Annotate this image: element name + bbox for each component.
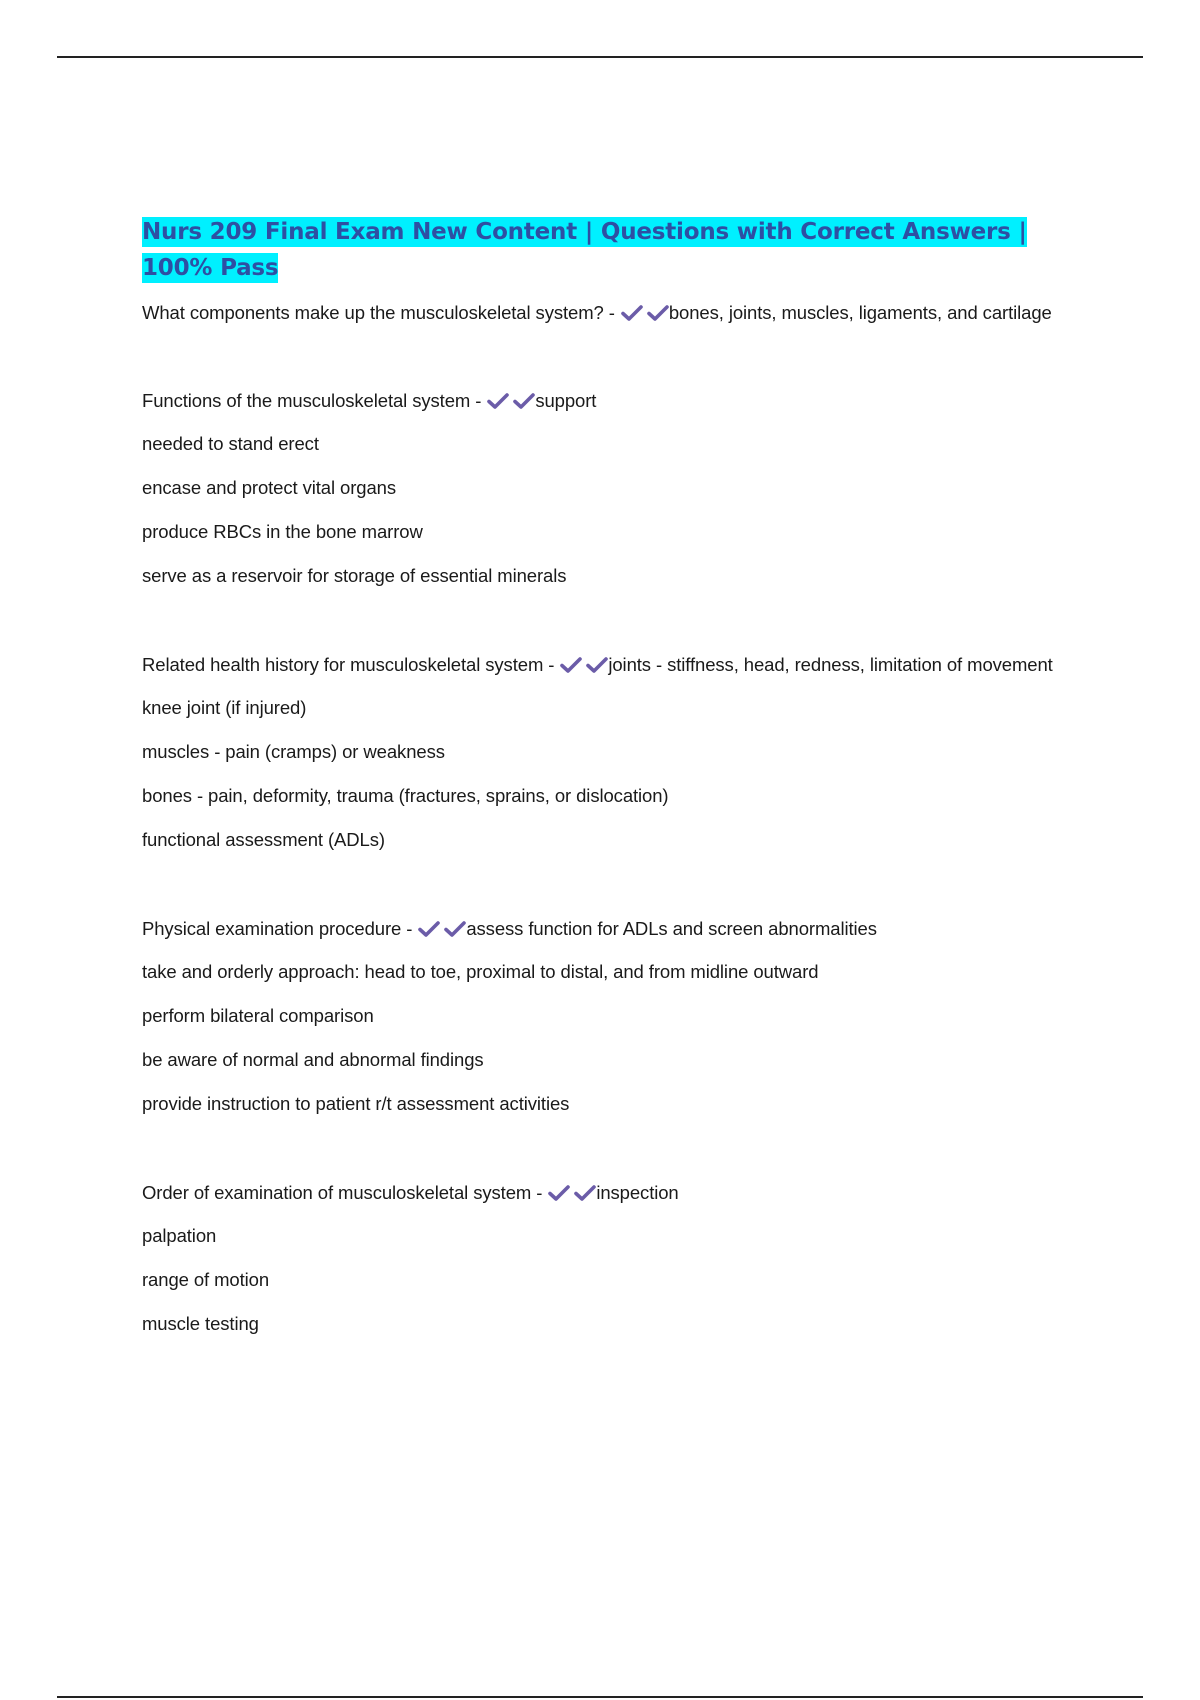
question-text: Order of examination of musculoskeletal system - <box>142 1182 543 1203</box>
section-spacer <box>142 1133 1062 1178</box>
document-body <box>142 214 1062 1353</box>
check-icon <box>513 392 535 410</box>
top-rule <box>57 56 1143 58</box>
answer-line: range of motion <box>142 1269 270 1290</box>
answer-line: serve as a reservoir for storage of essential minerals <box>142 565 567 586</box>
check-icon <box>586 656 608 674</box>
answer-line: bones - pain, deformity, trauma (fractures, sprains, or dislocation) <box>142 785 669 806</box>
qa-item <box>142 650 1062 854</box>
answer-line: palpation <box>142 1225 217 1246</box>
section-spacer <box>142 605 1062 650</box>
question-text: Related health history for musculoskeletal system - <box>142 654 555 675</box>
section-spacer <box>142 869 1062 914</box>
question-text: Physical examination procedure - <box>142 918 413 939</box>
answer-line: take and orderly approach: head to toe, proximal to distal, and from midline outward <box>142 961 819 982</box>
answer-line: be aware of normal and abnormal findings <box>142 1049 484 1070</box>
answer-line: muscle testing <box>142 1313 259 1334</box>
question-line <box>142 1178 1062 1207</box>
check-icon <box>647 304 669 322</box>
answer-text: assess function for ADLs and screen abnormalities <box>466 918 877 939</box>
qa-item <box>142 914 1062 1118</box>
answer-line: perform bilateral comparison <box>142 1005 374 1026</box>
check-icon <box>418 920 440 938</box>
section-spacer <box>142 341 1062 386</box>
question-line <box>142 386 1062 415</box>
question-text: Functions of the musculoskeletal system - <box>142 390 482 411</box>
answer-line: produce RBCs in the bone marrow <box>142 521 423 542</box>
check-icon <box>560 656 582 674</box>
answer-text: bones, joints, muscles, ligaments, and cartilage <box>668 302 1052 323</box>
qa-item <box>142 298 1062 327</box>
answer-line: encase and protect vital organs <box>142 477 397 498</box>
check-icon <box>621 304 643 322</box>
answer-line: functional assessment (ADLs) <box>142 829 385 850</box>
check-icon <box>548 1184 570 1202</box>
answer-line: muscles - pain (cramps) or weakness <box>142 741 445 762</box>
bottom-rule <box>57 1696 1143 1698</box>
answer-text: support <box>535 390 597 411</box>
answer-text: joints - stiffness, head, redness, limitation of movement <box>608 654 1053 675</box>
qa-item <box>142 1178 1062 1338</box>
answer-line: provide instruction to patient r/t assessment activities <box>142 1093 570 1114</box>
qa-item <box>142 386 1062 590</box>
answer-line: knee joint (if injured) <box>142 697 307 718</box>
question-text: What components make up the musculoskeletal system? - <box>142 302 615 323</box>
check-icon <box>444 920 466 938</box>
question-line <box>142 914 1062 943</box>
answer-text: inspection <box>596 1182 679 1203</box>
qa-list <box>142 298 1062 1338</box>
question-line <box>142 650 1062 679</box>
answer-line: needed to stand erect <box>142 433 319 454</box>
check-icon <box>574 1184 596 1202</box>
document-title: Nurs 209 Final Exam New Content | Questions with Correct Answers | 100% Pass <box>142 219 1027 281</box>
check-icon <box>487 392 509 410</box>
question-line <box>142 298 1062 327</box>
